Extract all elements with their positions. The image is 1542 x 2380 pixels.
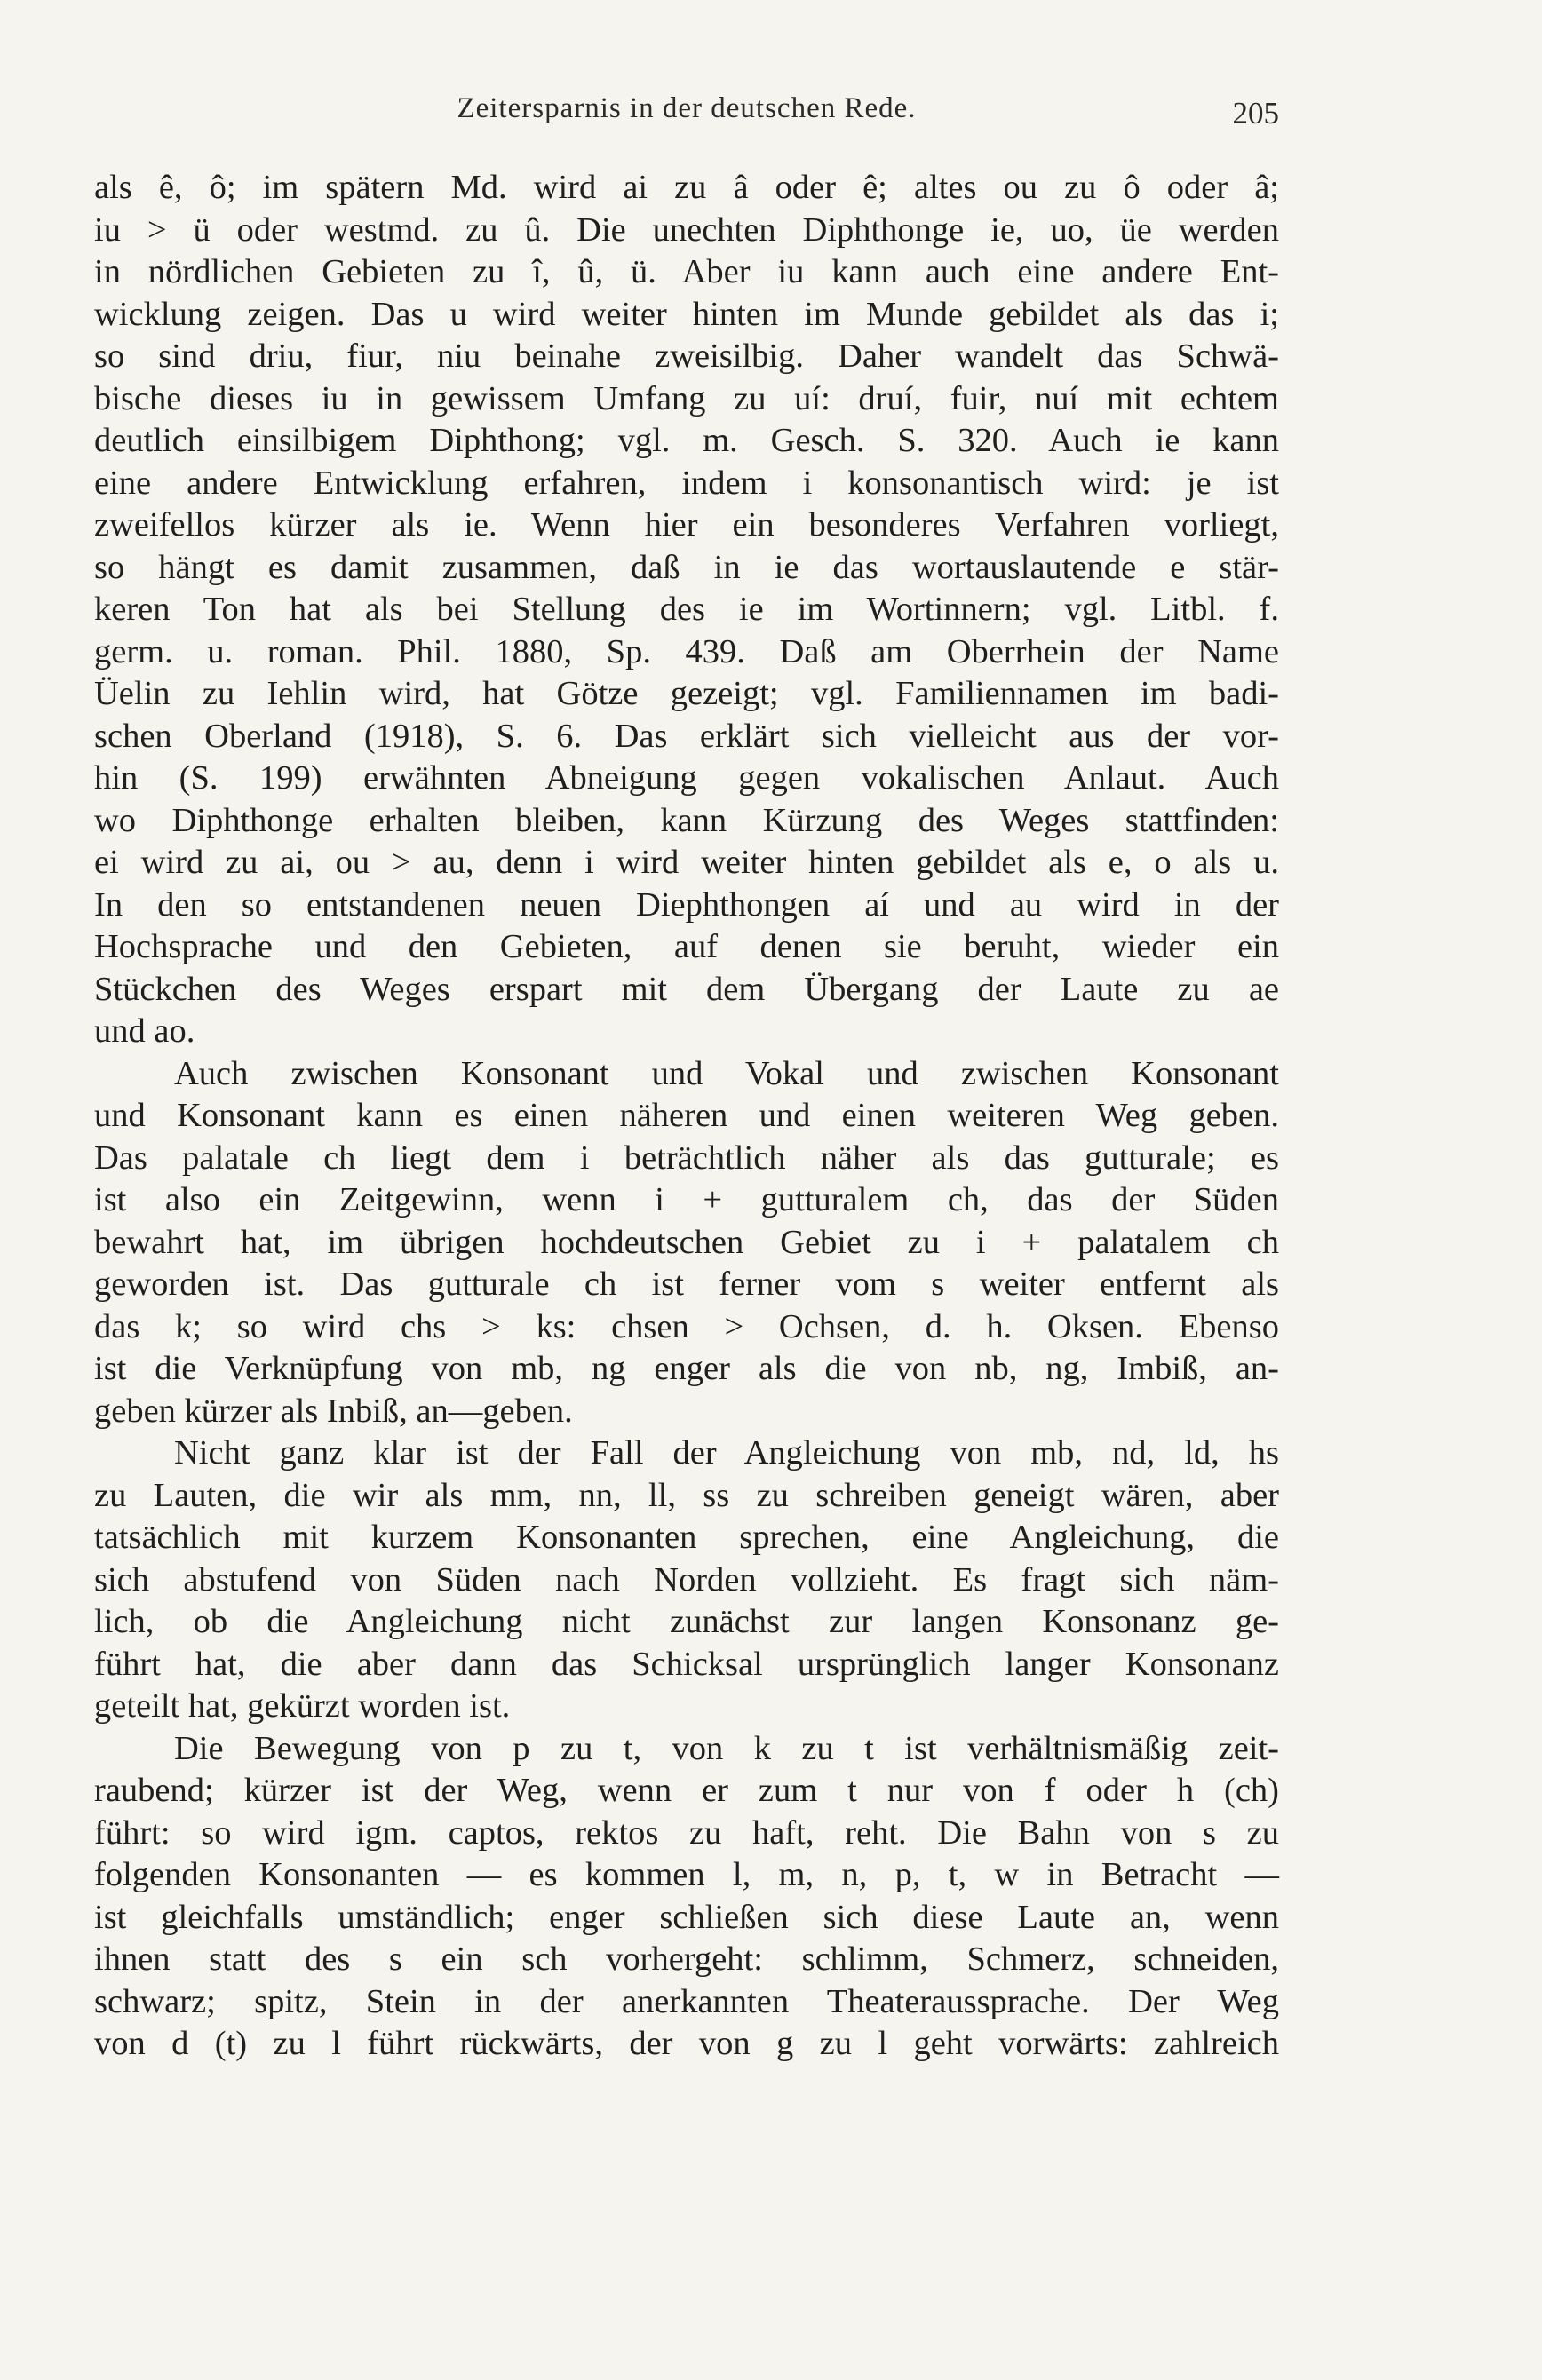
text-line: zu Lauten, die wir als mm, nn, ll, ss zu schreiben geneigt wären, aber xyxy=(94,1476,1279,1514)
text-line: iu > ü oder westmd. zu û. Die unechten Diphthonge ie, uo, üe werden xyxy=(94,210,1279,249)
running-title: Zeitersparnis in der deutschen Rede. xyxy=(457,92,917,124)
text-line: Das palatale ch liegt dem i beträchtlich näher als das gutturale; es xyxy=(94,1138,1279,1177)
text-line: und Konsonant kann es einen näheren und einen weiteren Weg geben. xyxy=(94,1097,1279,1134)
text-line: geteilt hat, gekürzt worden ist. xyxy=(94,1687,511,1725)
text-line: In den so entstandenen neuen Diephthongen aí und au wird in der xyxy=(94,885,1279,924)
text-line: schen Oberland (1918), S. 6. Das erklärt sich vielleicht aus der vor- xyxy=(94,717,1279,755)
text-line: raubend; kürzer ist der Weg, wenn er zum t nur von f oder h (ch) xyxy=(94,1772,1279,1809)
paragraph-3 xyxy=(94,1432,1279,1728)
text-line: geworden ist. Das gutturale ch ist ferner vom s weiter entfernt als xyxy=(94,1265,1279,1303)
paragraph-1 xyxy=(94,167,1279,1053)
text-line: ist also ein Zeitgewinn, wenn i + gutturalem ch, das der Süden xyxy=(94,1181,1279,1218)
text-line: bewahrt hat, im übrigen hochdeutschen Gebiet zu i + palatalem ch xyxy=(94,1223,1279,1261)
text-line: Nicht ganz klar ist der Fall der Angleichung von mb, nd, ld, hs xyxy=(174,1434,1279,1472)
page-number: 205 xyxy=(1232,96,1279,131)
text-line: ihnen statt des s ein sch vorhergeht: schlimm, Schmerz, schneiden, xyxy=(94,1940,1279,1978)
text-line: so hängt es damit zusammen, daß in ie das wortauslautende e stär- xyxy=(94,548,1279,586)
text-line: tatsächlich mit kurzem Konsonanten sprechen, eine Angleichung, die xyxy=(94,1519,1279,1556)
text-line: wo Diphthonge erhalten bleiben, kann Kürzung des Weges stattfinden: xyxy=(94,801,1279,839)
text-line: bische dieses iu in gewissem Umfang zu uí: druí, fuir, nuí mit echtem xyxy=(94,379,1279,417)
text-line: wicklung zeigen. Das u wird weiter hinten im Munde gebildet als das i; xyxy=(94,295,1279,333)
text-line: geben kürzer als Inbiß, an—geben. xyxy=(94,1392,573,1430)
text-line: hin (S. 199) erwähnten Abneigung gegen vokalischen Anlaut. Auch xyxy=(94,759,1279,797)
text-line: ei wird zu ai, ou > au, denn i wird weiter hinten gebildet als e, o als u. xyxy=(94,844,1279,881)
text-line: von d (t) zu l führt rückwärts, der von g zu l geht vorwärts: zahlreich xyxy=(94,2025,1279,2062)
text-line: ist die Verknüpfung von mb, ng enger als die von nb, ng, Imbiß, an- xyxy=(94,1350,1279,1387)
text-line: germ. u. roman. Phil. 1880, Sp. 439. Daß am Oberrhein der Name xyxy=(94,632,1279,670)
text-line: eine andere Entwicklung erfahren, indem i konsonantisch wird: je ist xyxy=(94,464,1279,502)
text-line: folgenden Konsonanten — es kommen l, m, n, p, t, w in Betracht — xyxy=(94,1856,1279,1893)
text-line: schwarz; spitz, Stein in der anerkannten Theateraussprache. Der Weg xyxy=(94,1982,1279,2020)
text-line: keren Ton hat als bei Stellung des ie im Wortinnern; vgl. Litbl. f. xyxy=(94,591,1279,628)
text-line: ist gleichfalls umständlich; enger schließen sich diese Laute an, wenn xyxy=(94,1898,1279,1936)
text-line: und ao. xyxy=(94,1012,195,1050)
text-line: als ê, ô; im spätern Md. wird ai zu â oder ê; altes ou zu ô oder â; xyxy=(94,169,1279,206)
body-text xyxy=(94,167,1279,2066)
page-header xyxy=(94,89,1279,142)
text-line: das k; so wird chs > ks: chsen > Ochsen, d. h. Oksen. Ebenso xyxy=(94,1307,1279,1345)
text-line: Hochsprache und den Gebieten, auf denen sie beruht, wieder ein xyxy=(94,928,1279,965)
text-line: führt: so wird igm. captos, rektos zu haft, reht. Die Bahn von s zu xyxy=(94,1813,1279,1852)
text-line: sich abstufend von Süden nach Norden vollzieht. Es fragt sich näm- xyxy=(94,1560,1279,1599)
text-line: so sind driu, fiur, niu beinahe zweisilbig. Daher wandelt das Schwä- xyxy=(94,337,1279,375)
paragraph-2 xyxy=(94,1053,1279,1433)
text-line: Die Bewegung von p zu t, von k zu t ist verhältnismäßig zeit- xyxy=(174,1729,1279,1767)
text-line: lich, ob die Angleichung nicht zunächst zur langen Konsonanz ge- xyxy=(94,1603,1279,1640)
text-line: Üelin zu Iehlin wird, hat Götze gezeigt; vgl. Familiennamen im badi- xyxy=(94,675,1279,712)
text-line: deutlich einsilbigem Diphthong; vgl. m. Gesch. S. 320. Auch ie kann xyxy=(94,422,1279,459)
text-line: Auch zwischen Konsonant und Vokal und zwischen Konsonant xyxy=(174,1054,1279,1092)
text-line: zweifellos kürzer als ie. Wenn hier ein besonderes Verfahren vorliegt, xyxy=(94,506,1279,543)
text-line: führt hat, die aber dann das Schicksal ursprünglich langer Konsonanz xyxy=(94,1645,1279,1683)
paragraph-4 xyxy=(94,1728,1279,2066)
text-line: in nördlichen Gebieten zu î, û, ü. Aber iu kann auch eine andere Ent- xyxy=(94,253,1279,290)
text-line: Stückchen des Weges erspart mit dem Übergang der Laute zu ae xyxy=(94,970,1279,1008)
